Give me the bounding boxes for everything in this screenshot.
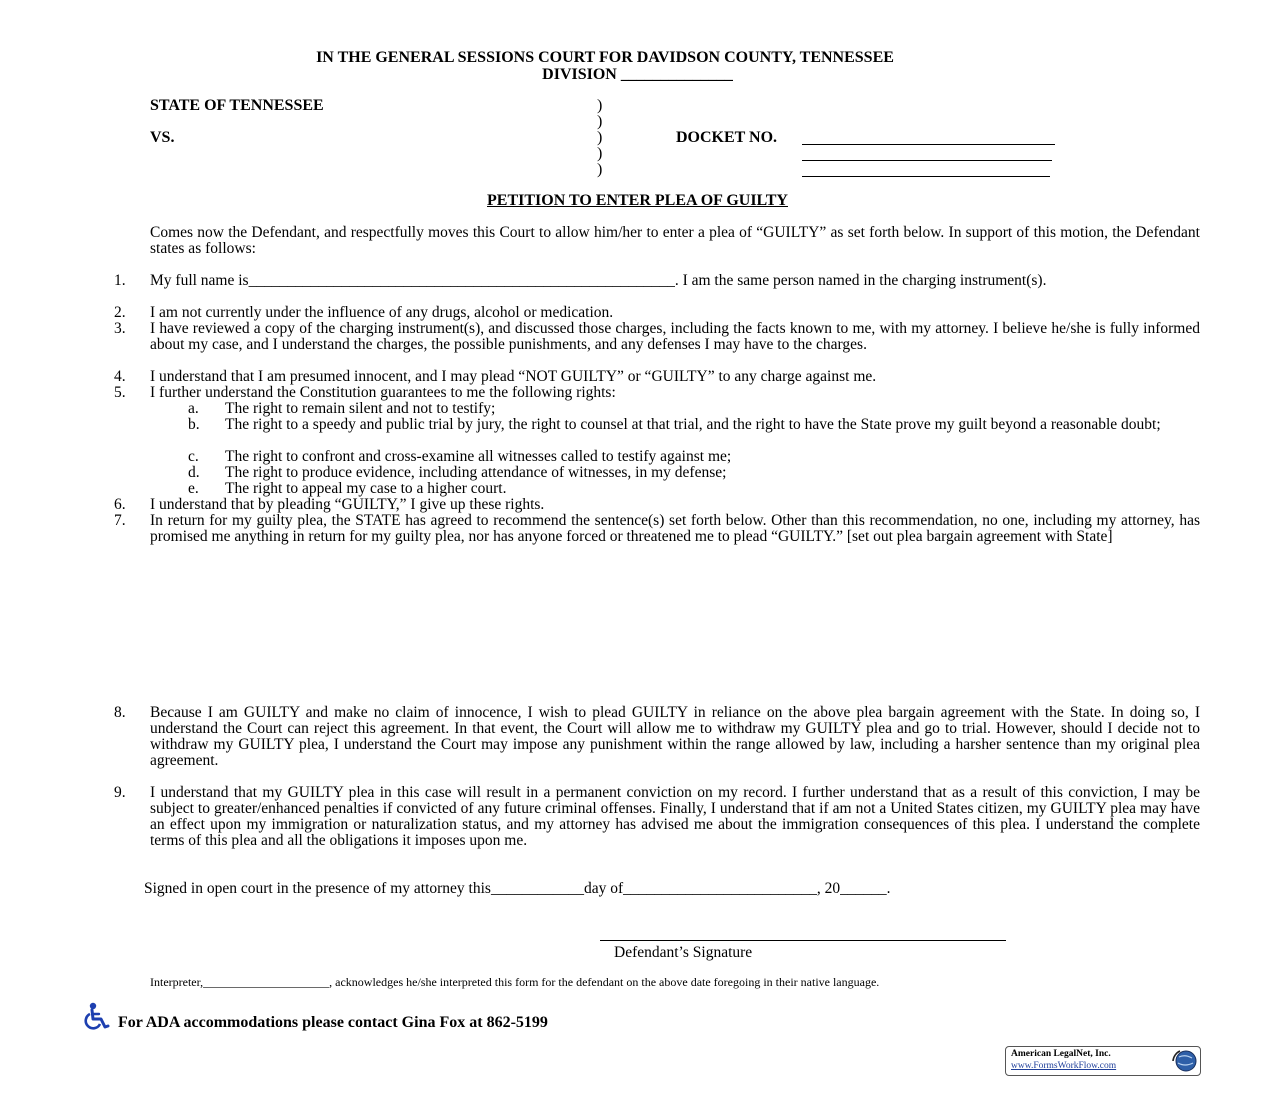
right-letter: b. xyxy=(188,416,200,433)
caption-paren: ) xyxy=(597,113,603,130)
item-number: 5. xyxy=(114,384,126,401)
right-text: The right to remain silent and not to testify; xyxy=(225,400,496,417)
publisher-logo[interactable] xyxy=(1005,1046,1201,1076)
item-number: 2. xyxy=(114,304,126,321)
docket-number-line[interactable] xyxy=(802,144,1055,145)
division-line: DIVISION ______________ xyxy=(542,66,733,83)
caption-paren: ) xyxy=(597,97,603,114)
item-number: 6. xyxy=(114,496,126,513)
signed-in-court-line: Signed in open court in the presence of my attorney this____________day of_________________________, 20______. xyxy=(144,880,891,897)
wheelchair-icon xyxy=(80,1002,112,1030)
globe-icon xyxy=(1171,1048,1197,1074)
item-text: I further understand the Constitution guarantees to me the following rights: xyxy=(150,384,616,401)
logo-company-name: American LegalNet, Inc. xyxy=(1011,1049,1111,1059)
item-text: In return for my guilty plea, the STATE has agreed to recommend the sentence(s) set forth below. Other than this recommendation, no one, including my attorney, has promised me anything in return for my guilty plea, nor has anyone forced or threatened me to plead “GUILTY.” [set out plea bargain agreement with State] xyxy=(150,512,1200,545)
intro-paragraph: Comes now the Defendant, and respectfully moves this Court to allow him/her to enter a plea of “GUILTY” as set forth below. In support of this motion, the Defendant states as follows: xyxy=(150,224,1200,257)
right-text: The right to a speedy and public trial by jury, the right to counsel at that trial, and the right to have the State prove my guilt beyond a reasonable doubt; xyxy=(225,416,1161,433)
item-text: I have reviewed a copy of the charging instrument(s), and discussed those charges, including the facts known to me, with my attorney. I believe he/she is fully informed about my case, and I understand the charges, the possible punishments, and any defenses I may have to the charges. xyxy=(150,320,1200,353)
list-item xyxy=(114,273,1200,289)
ada-contact-text: For ADA accommodations please contact Gina Fox at 862-5199 xyxy=(118,1014,548,1031)
list-item xyxy=(114,385,1200,401)
right-text: The right to appeal my case to a higher court. xyxy=(225,480,507,497)
docket-number-line[interactable] xyxy=(802,176,1050,177)
right-text: The right to confront and cross-examine all witnesses called to testify against me; xyxy=(225,448,732,465)
logo-url-link[interactable]: www.FormsWorkFlow.com xyxy=(1011,1061,1117,1071)
petition-title: PETITION TO ENTER PLEA OF GUILTY xyxy=(487,192,788,209)
caption-paren: ) xyxy=(597,129,603,146)
item-text: Because I am GUILTY and make no claim of innocence, I wish to plead GUILTY in reliance on the above plea bargain agreement with the State. In doing so, I understand the Court can reject this agreement. In that event, the Court will allow me to withdraw my GUILTY plea and go to trial. However, should I decide not to withdraw my GUILTY plea, I understand the Court may impose any punishment within the range allowed by law, including a harsher sentence than my original plea agreement. xyxy=(150,704,1200,769)
item-text: I understand that my GUILTY plea in this case will result in a permanent conviction on my record. I further understand that as a result of this conviction, I may be subject to greater/enhanced penalties if convicted of any future criminal offenses. Finally, I understand that if am not a United States citizen, my GUILTY plea may have an effect upon my immigration or naturalization status, and my attorney has advised me about the immigration consequences of this plea. I understand the complete terms of this plea and all the obligations it imposes upon me. xyxy=(150,784,1200,849)
court-title: IN THE GENERAL SESSIONS COURT FOR DAVIDSON COUNTY, TENNESSEE xyxy=(316,49,894,66)
right-letter: e. xyxy=(188,480,199,497)
right-item xyxy=(188,465,1200,481)
right-item xyxy=(188,401,1200,417)
list-item xyxy=(114,321,1200,353)
item-text: I understand that I am presumed innocent, and I may plead “NOT GUILTY” or “GUILTY” to any charge against me. xyxy=(150,368,877,385)
interpreter-statement: Interpreter,_____________________, acknowledges he/she interpreted this form for the defendant on the above date foregoing in their native language. xyxy=(150,975,880,989)
docket-number-line[interactable] xyxy=(802,160,1052,161)
item-text: I understand that by pleading “GUILTY,” I give up these rights. xyxy=(150,496,545,513)
docket-label: DOCKET NO. xyxy=(676,129,778,146)
right-letter: c. xyxy=(188,448,199,465)
right-text: The right to produce evidence, including attendance of witnesses, in my defense; xyxy=(225,464,727,481)
item-number: 1. xyxy=(114,272,126,289)
item-number: 8. xyxy=(114,704,126,721)
list-item xyxy=(114,705,1200,769)
list-item xyxy=(114,513,1200,545)
defendant-signature-label: Defendant’s Signature xyxy=(614,944,753,961)
list-item xyxy=(114,497,1200,513)
item-number: 4. xyxy=(114,368,126,385)
right-letter: a. xyxy=(188,400,199,417)
plaintiff-name: STATE OF TENNESSEE xyxy=(150,97,324,114)
caption-paren: ) xyxy=(597,145,603,162)
defendant-signature-line[interactable] xyxy=(600,940,1006,941)
list-item xyxy=(114,785,1200,849)
item-number: 7. xyxy=(114,512,126,529)
item-text: I am not currently under the influence of any drugs, alcohol or medication. xyxy=(150,304,614,321)
vs-label: VS. xyxy=(150,129,175,146)
list-item xyxy=(114,305,1200,321)
right-item xyxy=(188,481,1200,497)
right-item xyxy=(188,449,1200,465)
right-item xyxy=(188,417,1200,433)
list-item xyxy=(114,369,1200,385)
item-text: My full name is_______________________________________________________. I am the same person named in the charging instrument(s). xyxy=(150,272,1047,289)
item-number: 3. xyxy=(114,320,126,337)
item-number: 9. xyxy=(114,784,126,801)
right-letter: d. xyxy=(188,464,200,481)
plea-agreement-area[interactable] xyxy=(150,570,1200,700)
caption-paren: ) xyxy=(597,161,603,178)
